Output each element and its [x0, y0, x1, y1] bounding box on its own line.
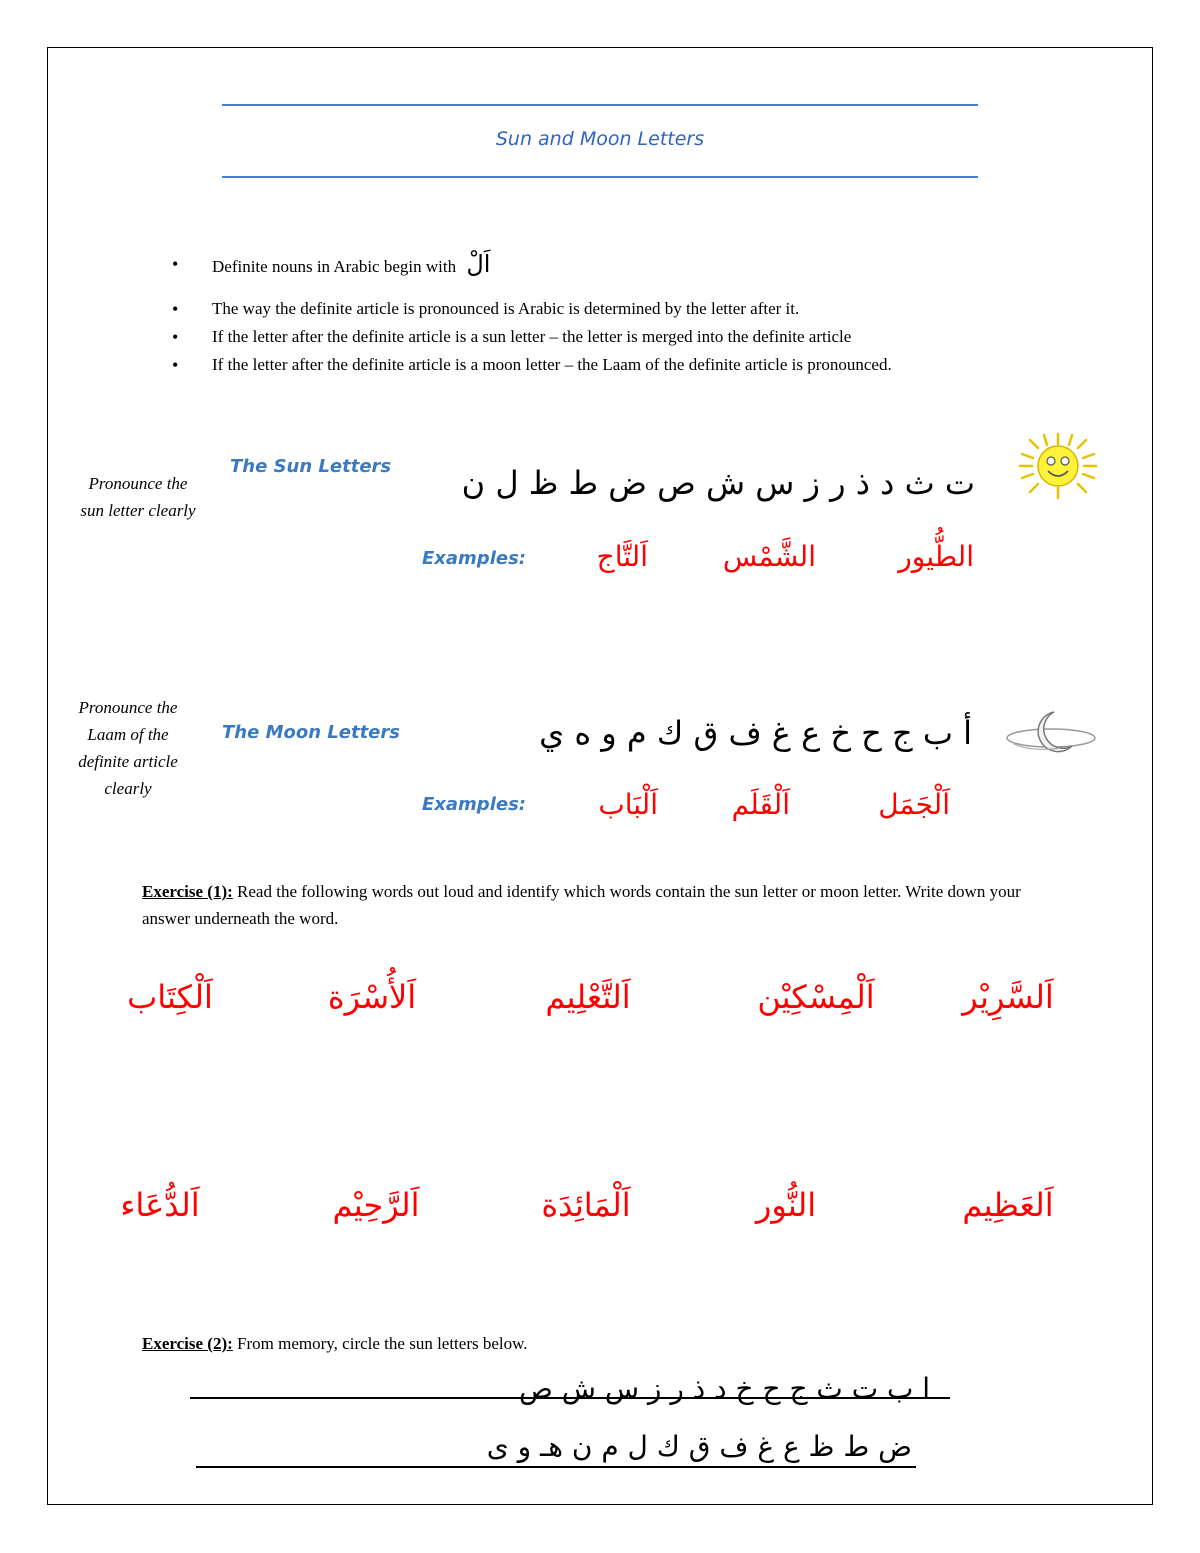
sun-icon: [1016, 430, 1100, 502]
moon-note: Pronounce the Laam of the definite article clearly: [78, 698, 178, 798]
moon-letters-row: أ ب ج ح خ ع غ ف ق ك م و ه ي: [539, 714, 972, 752]
moon-example-word: اَلْبَاب: [598, 788, 658, 821]
exercise-1-word: اَلْمِسْكِيْن: [757, 978, 875, 1016]
sun-example-word: الشَّمْس: [722, 540, 816, 573]
title-top-rule: [222, 104, 978, 106]
bullet-pronunciation: • The way the definite article is pronounced is Arabic is determined by the letter after it.: [172, 295, 1052, 323]
exercise-2-letter-row: ا ب ت ث ج ح خ د ذ ر ز س ش ص: [519, 1372, 930, 1405]
title-bottom-rule: [222, 176, 978, 178]
moon-example-word: اَلْقَلَم: [731, 788, 790, 821]
intro-bullets: [172, 250, 1052, 379]
sun-example-word: اَلتَّاج: [596, 540, 648, 573]
exercise-1-word: اَلدُّعَاء: [120, 1186, 200, 1224]
exercise-1-word: النُّور: [755, 1186, 817, 1224]
exercise-1-heading: Exercise (1):: [142, 882, 233, 901]
sun-note: Pronounce the sun letter clearly: [80, 474, 196, 520]
sun-example-word: الطُّيور: [898, 540, 974, 573]
exercise-2-letter-row: ض ط ظ ع غ ف ق ك ل م ن هـ و ى: [486, 1430, 912, 1463]
exercise-2-instructions: Exercise (2): From memory, circle the sun letters below.: [142, 1334, 528, 1353]
bullet-definite-nouns: • Definite nouns in Arabic begin with اَلْ: [172, 250, 1052, 281]
exercise-1-word: اَلأُسْرَة: [327, 978, 417, 1016]
moon-letters-label: The Moon Letters: [222, 722, 400, 743]
exercise-2-heading: Exercise (2):: [142, 1334, 233, 1353]
writing-line: [190, 1397, 950, 1399]
exercise-1-word: اَلْمَائِدَة: [541, 1186, 631, 1224]
sun-examples-label: Examples:: [422, 548, 526, 569]
exercise-1-instructions: Exercise (1): Read the following words out loud and identify which words contain the sun letter or moon letter. Write down your answer underneath the word.: [142, 882, 1021, 928]
bullet-sun-letter: • If the letter after the definite article is a sun letter – the letter is merged into the definite article: [172, 323, 1052, 351]
exercise-1-word: اَلسَّرِيْر: [962, 978, 1054, 1016]
moon-example-word: اَلْجَمَل: [878, 788, 950, 821]
exercise-1-word: اَلرَّحِيْم: [332, 1186, 420, 1224]
exercise-1-word: اَلتَّعْلِيم: [545, 978, 631, 1016]
page-title: Sun and Moon Letters: [495, 128, 705, 150]
writing-line: [196, 1466, 916, 1468]
moon-examples-label: Examples:: [422, 794, 526, 815]
bullet-moon-letter: • If the letter after the definite article is a moon letter – the Laam of the definite article is pronounced.: [172, 351, 1052, 379]
definite-article-al: اَلْ: [466, 250, 491, 278]
sun-letters-row: ت ث د ذ ر ز س ش ص ض ط ظ ل ن: [461, 464, 975, 502]
exercise-1-word: اَلعَظِيم: [962, 1186, 1054, 1224]
moon-icon: [1002, 708, 1100, 758]
exercise-1-word: اَلْكِتَاب: [127, 978, 213, 1016]
sun-letters-label: The Sun Letters: [230, 456, 392, 477]
